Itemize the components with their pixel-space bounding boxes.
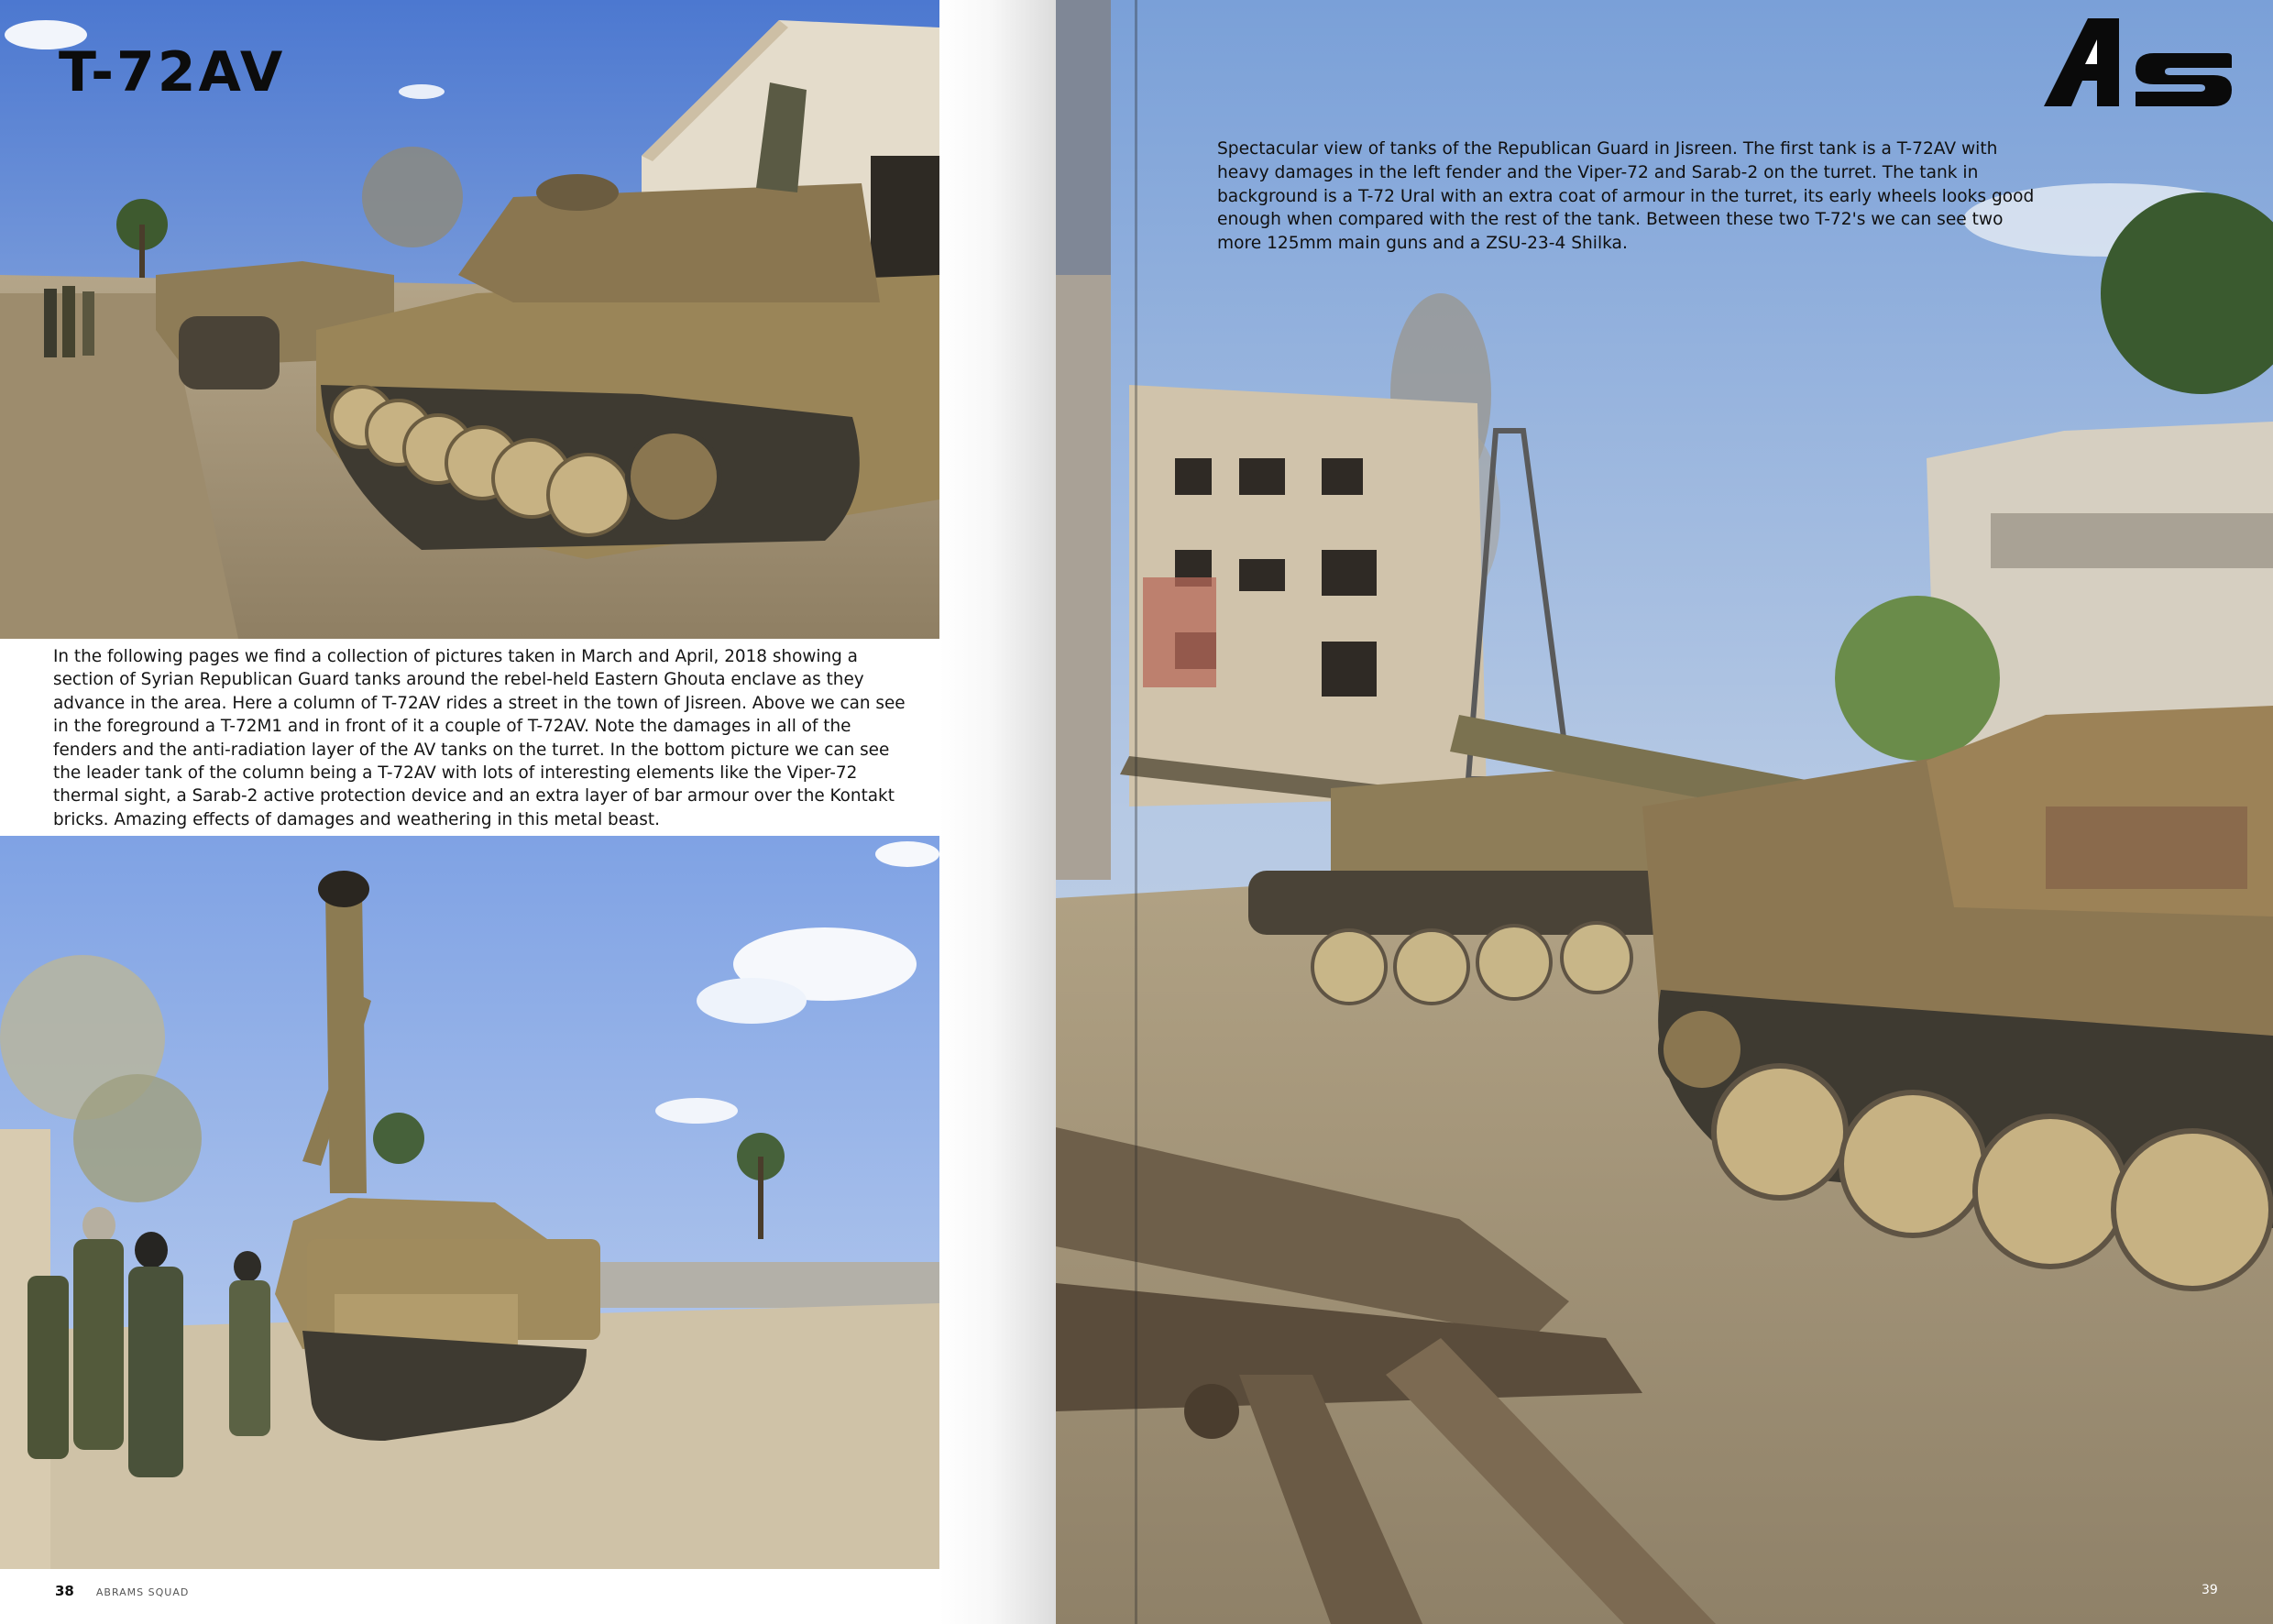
publisher-logo — [2044, 16, 2233, 108]
page-number-left: 38 — [55, 1583, 74, 1599]
left-footer — [55, 1583, 189, 1603]
page-number-right: 39 — [2202, 1583, 2218, 1597]
page-gutter — [939, 0, 1056, 1624]
left-caption: In the following pages we find a collection of pictures taken in March and April, 2018 showing a section of Syrian Republican Guard tanks around the rebel-held Eastern Ghouta enclave as they advance in the area. Here a column of T-72AV rides a street in the town of Jisreen. Above we can see in the foreground a T-72M1 and in front of it a couple of T-72AV. Note the damages in all of the fenders and the anti-radiation layer of the AV tanks on the turret. In the bottom picture we can see the leader tank of the column being a T-72AV with lots of interesting elements like the Viper-72 thermal sight, a Sarab-2 active protection device and an extra layer of bar armour over the Kontakt bricks. Amazing effects of damages and weathering in this metal beast. — [53, 647, 906, 829]
series-name: ABRAMS SQUAD — [95, 1586, 190, 1598]
right-page — [1056, 0, 2273, 1624]
right-caption: Spectacular view of tanks of the Republican Guard in Jisreen. The first tank is a T-72AV with heavy damages in the left fender and the Viper-72 and Sarab-2 on the turret. The tank in background is a T-72 Ural with an extra coat of armour in the turret, its early wheels looks good enough when compared with the rest of the tank. Between these two T-72's we can see two more 125mm main guns and a ZSU-23-4 Shilka. — [1217, 139, 2035, 254]
left-page — [0, 0, 1136, 1624]
photo-lead-tank — [0, 836, 939, 1569]
page-title: T-72AV — [59, 40, 286, 104]
